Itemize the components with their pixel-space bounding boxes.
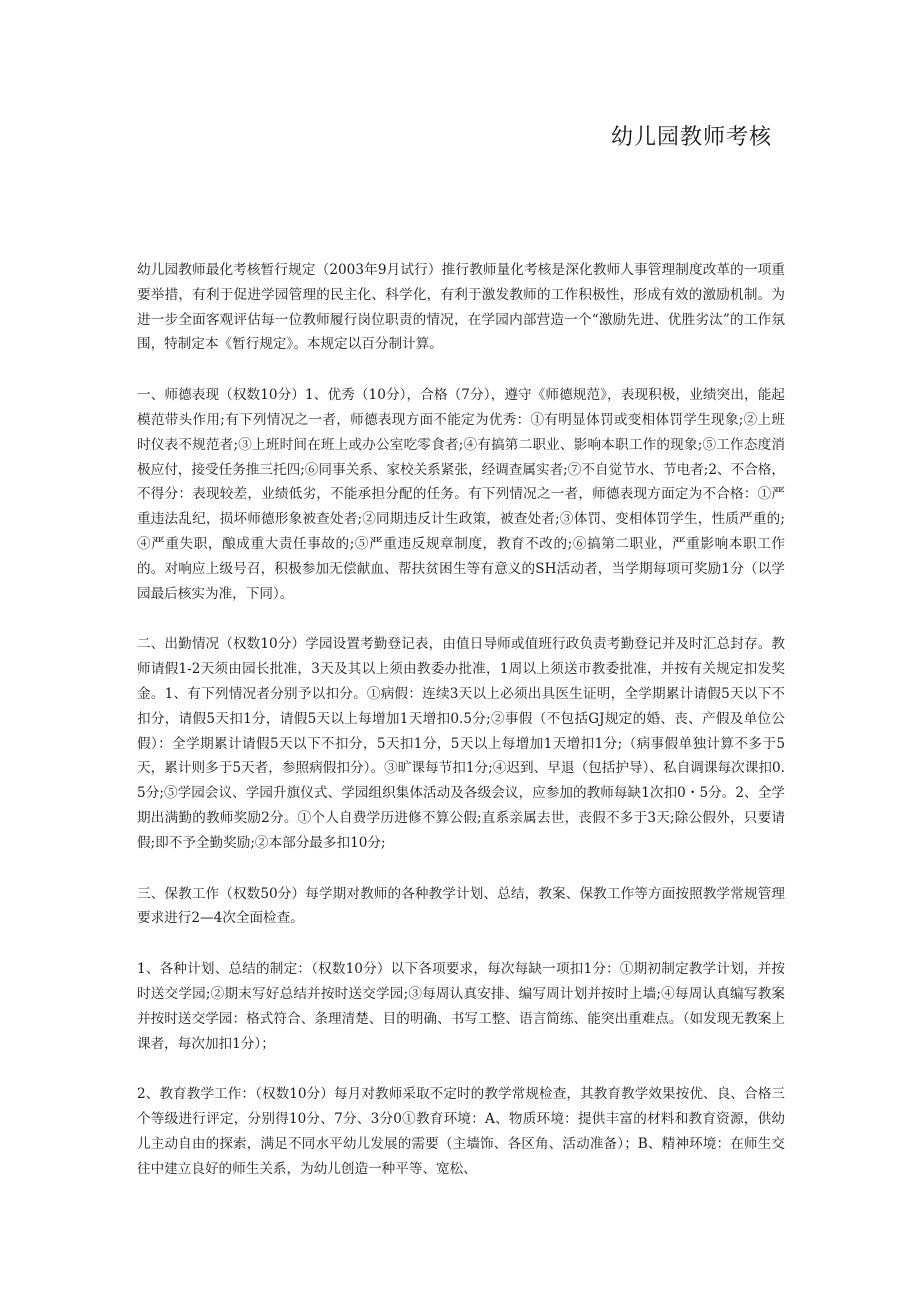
section-teaching-paragraph: 三、保教工作（权数50分）每学期对教师的各种教学计划、总结，教案、保教工作等方面按照教学常规管理要求进行2—4次全面检查。 xyxy=(137,885,785,927)
teaching-work-paragraph: 2、教育教学工作：（权数10分）每月对教师采取不定时的教学常规检查，其教育教学效果按优、良、合格三个等级进行评定，分别得10分、7分、3分0①教育环境：A、物质环境：提供丰富的材料和教育资源，供幼儿主动自由的探索，满足不同水平幼儿发展的需要（主墙饰、各区角、活动准备）；B、精神环境：在师生交往中建立良好的师生关系，为幼儿创造一种平等、宽松、 xyxy=(137,1086,785,1177)
section-attendance-paragraph: 二、出勤情况（权数10分）学园设置考勤登记表，由值日导师或值班行政负责考勤登记并及时汇总封存。教师请假1-2天须由园长批准，3天及其以上须由教委办批准，1周以上须送市教委批准，并按有关规定扣发奖金。1、有下列情况者分别予以扣分。①病假：连续3天以上必须出具医生证明，全学期累计请假5天以下不扣分，请假5天扣1分，请假5天以上每增加1天增扣0.5分;②事假（不包括GJ规定的婚、丧、产假及单位公假）：全学期累计请假5天以下不扣分，5天扣1分，5天以上每增加1天增扣1分;（病事假单独计算不多于5天，累计则多于5天者，参照病假扣分）。③旷课每节扣1分;④迟到、早退（包括护导）、私自调课每次课扣0.5分;⑤学园会议、学园升旗仪式、学园组织集体活动及各级会议，应参加的教师每缺1次扣0・5分。2、全学期出满勤的教师奖励2分。①个人自费学历进修不算公假;直系亲属去世，丧假不多于3天;除公假外，只要请假;即不予全勤奖励;②本部分最多扣10分; xyxy=(137,636,785,851)
plans-summaries-paragraph: 1、各种计划、总结的制定：（权数10分）以下各项要求，每次每缺一项扣1分：①期初制定教学计划，并按时送交学园;②期末写好总结并按时送交学园;③每周认真安排、编写周计划并按时上墙;④每周认真编写教案并按时送交学园：格式符合、条理清楚、目的明确、书写工整、语言简练、能突出重难点。（如发现无教案上课者，每次加扣1分）； xyxy=(137,961,785,1052)
document-body xyxy=(137,258,785,1208)
intro-paragraph: 幼儿园教师最化考核暂行规定（2003年9月试行）推行教师量化考核是深化教师人事管理制度改革的一项重要举措，有利于促进学园管理的民主化、科学化，有利于激发教师的工作积极性，形成有效的激励机制。为进一步全面客观评估每一位教师履行岗位职责的情况，在学园内部营造一个“激励先进、优胜劣汰”的工作氛围，特制定本《暂行规定》。本规定以百分制计算。 xyxy=(137,262,785,353)
document-title: 幼儿园教师考核 xyxy=(611,125,773,150)
section-ethics-paragraph: 一、师德表现（权数10分）1、优秀（10分），合格（7分），遵守《师德规范》，表现积极，业绩突出，能起模范带头作用;有下列情况之一者，师德表现方面不能定为优秀：①有明显体罚或变相体罚学生现象;②上班时仪表不规范者;③上班时间在班上或办公室吃零食者;④有搞第二职业、影响本职工作的现象;⑤工作态度消极应付，接受任务推三托四;⑥同事关系、家校关系紧张，经调查属实者;⑦不自觉节水、节电者;2、不合格，不得分：表现较差，业绩低劣，不能承担分配的任务。有下列情况之一者，师德表现方面定为不合格：①严重违法乱纪，损坏师德形象被查处者;②同期违反计生政策，被查处者;③体罚、变相体罚学生，性质严重的;④严重失职，酿成重大责任事故的;⑤严重违反规章制度，教育不改的;⑥搞第二职业，严重影响本职工作的。对响应上级号召，积极参加无偿献血、帮扶贫困生等有意义的SH活动者，当学期每项可奖励1分（以学园最后核实为准，下同）。 xyxy=(137,387,785,602)
